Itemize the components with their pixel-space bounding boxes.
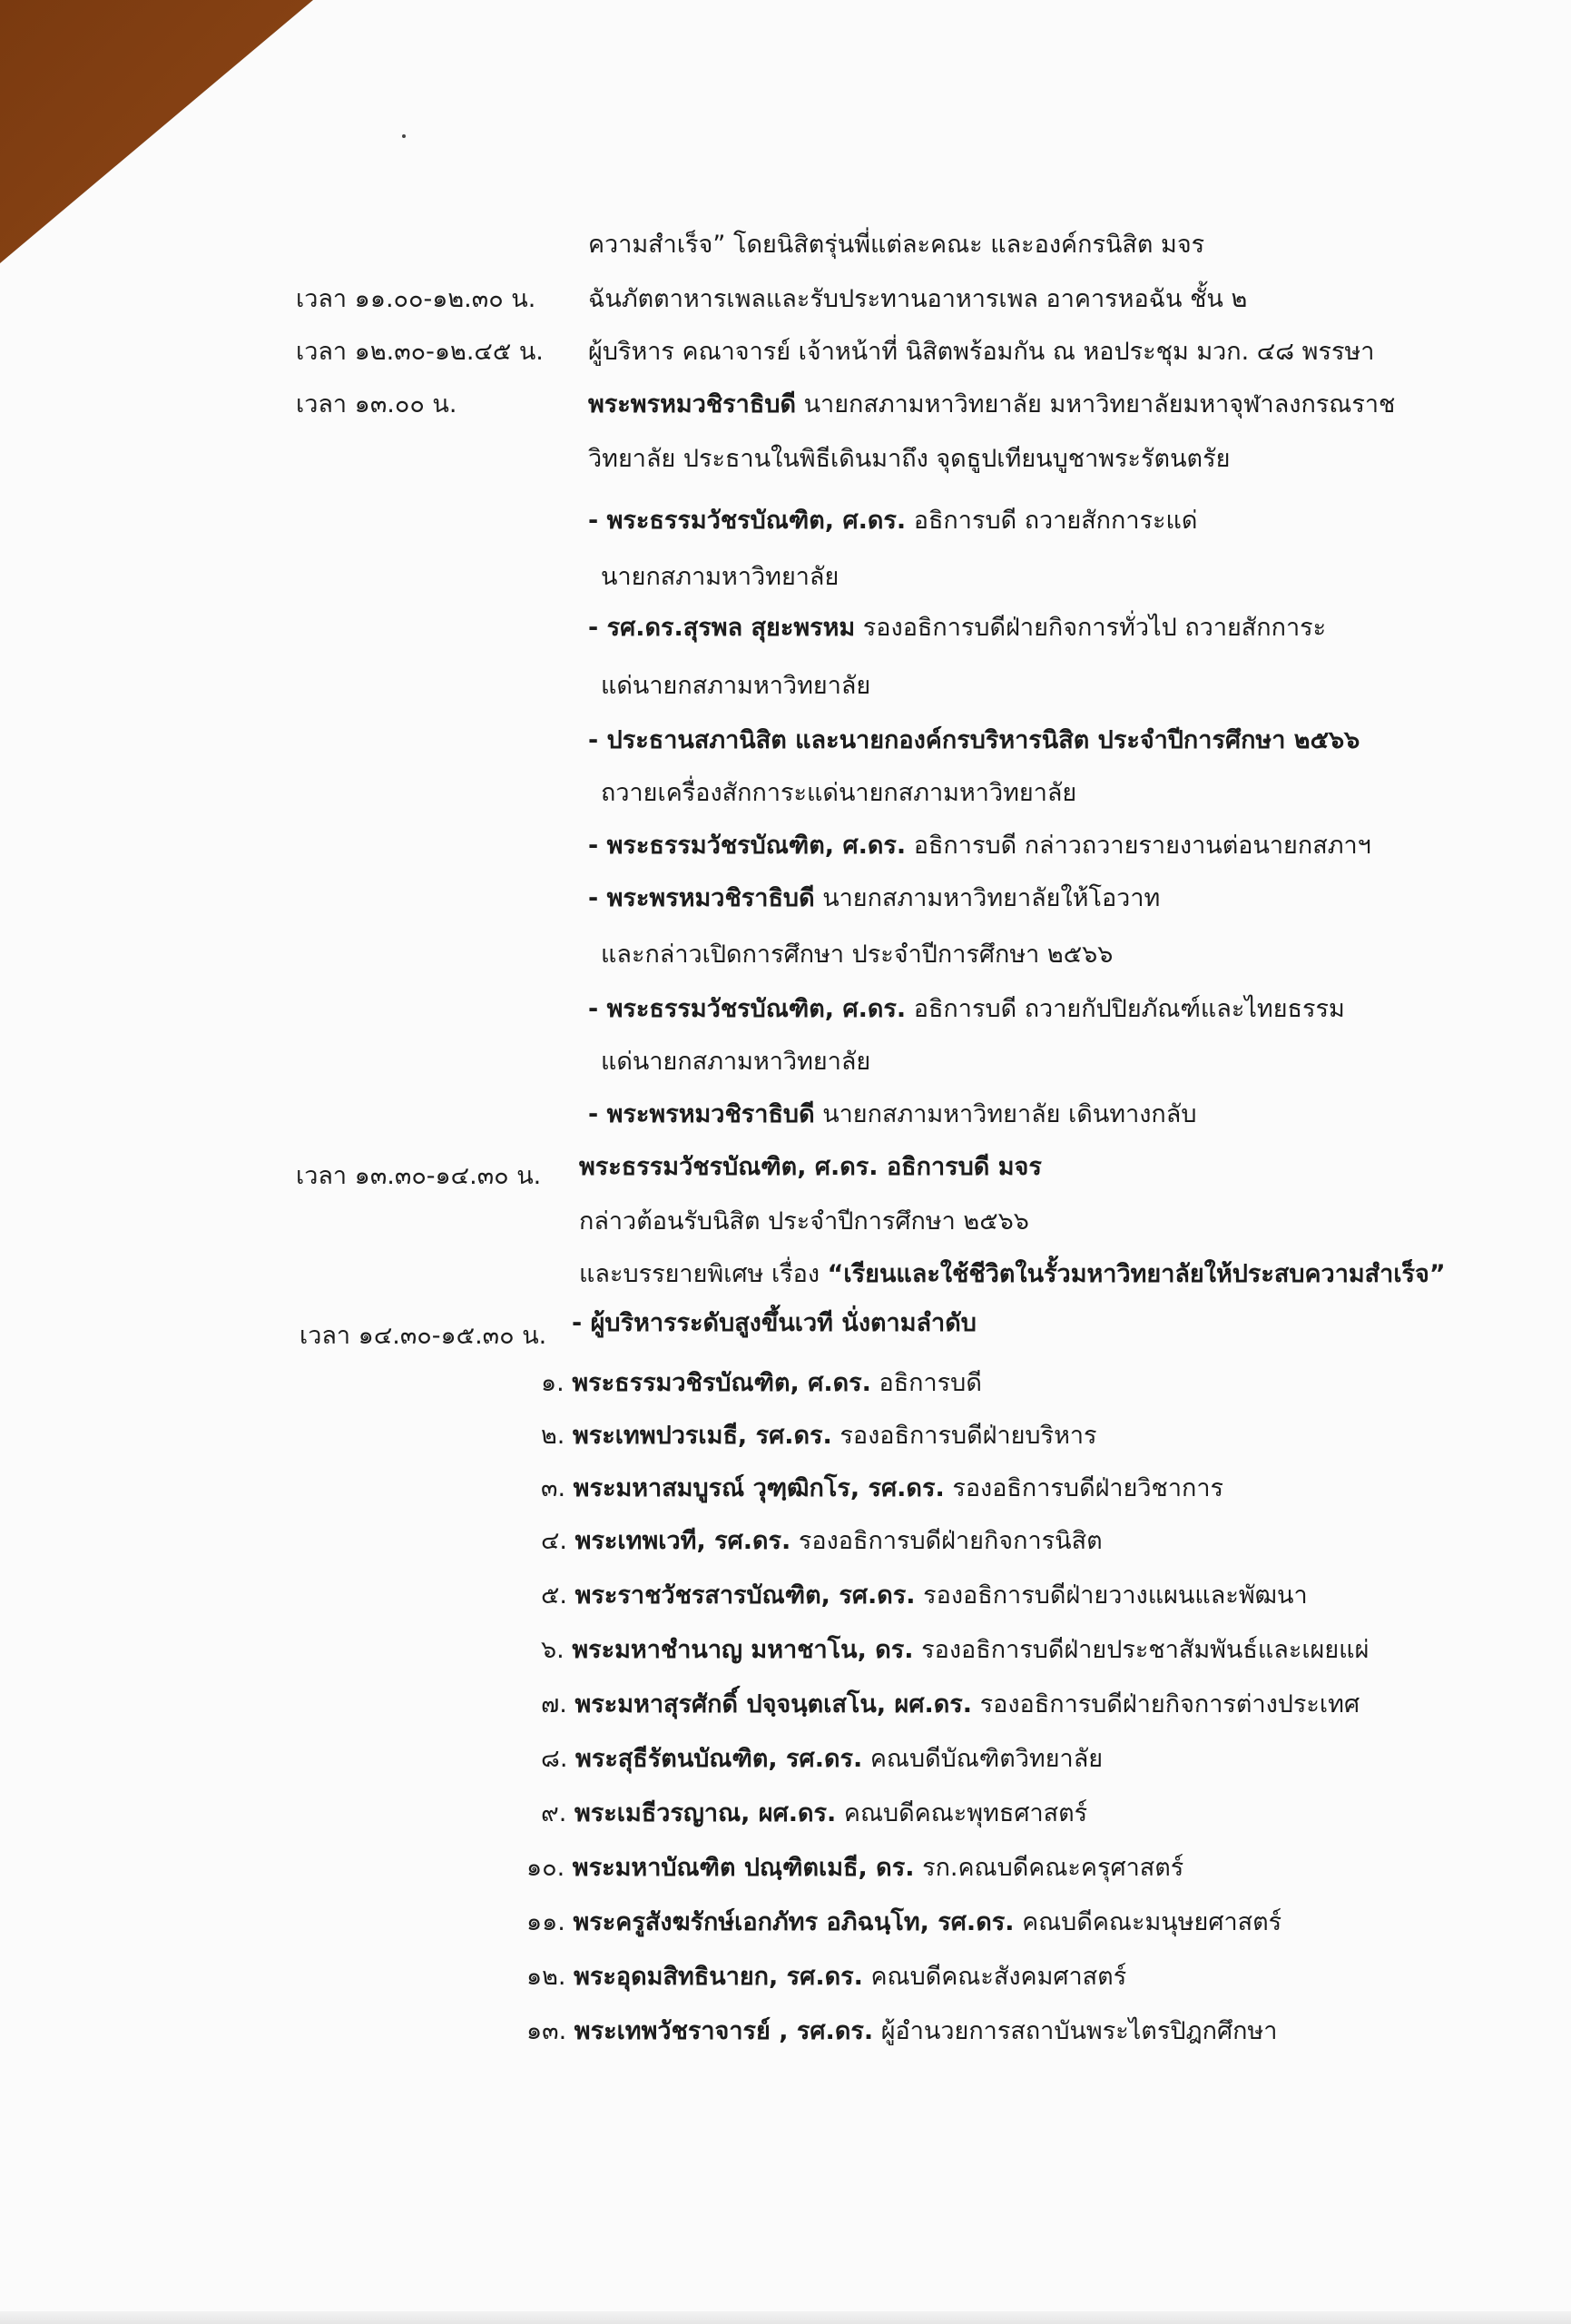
list-role: ผู้อำนวยการสถาบันพระไตรปิฎกศึกษา xyxy=(873,2017,1278,2045)
list-role: รองอธิการบดีฝ่ายกิจการต่างประเทศ xyxy=(972,1690,1360,1718)
sub-item-cont: ถวายเครื่องสักการะแด่นายกสภามหาวิทยาลัย xyxy=(601,779,1077,807)
sub-item-rest: นายกสภามหาวิทยาลัยให้โอวาท xyxy=(814,884,1161,912)
schedule-bold: - ผู้บริหารระดับสูงขึ้นเวที นั่งตามลำดับ xyxy=(572,1309,977,1337)
list-name: พระเทพเวที, รศ.ดร. xyxy=(574,1527,791,1555)
sub-item-cont: แด่นายกสภามหาวิทยาลัย xyxy=(601,672,871,700)
list-item xyxy=(541,1580,1308,1612)
list-item xyxy=(541,1797,1087,1830)
sub-item-rest: อธิการบดี กล่าวถวายรายงานต่อนายกสภาฯ xyxy=(906,832,1371,860)
list-item xyxy=(541,1367,982,1400)
list-item xyxy=(541,1689,1360,1721)
schedule-text-cont: กล่าวต้อนรับนิสิต ประจำปีการศึกษา ๒๕๖๖ xyxy=(579,1207,1029,1236)
list-role: รก.คณบดีคณะครุศาสตร์ xyxy=(914,1854,1184,1882)
list-item xyxy=(526,2015,1277,2048)
list-role: คณบดีคณะมนุษยศาสตร์ xyxy=(1014,1908,1282,1936)
list-number: ๘. xyxy=(541,1745,568,1773)
schedule-time: เวลา ๑๓.๐๐ น. xyxy=(296,390,457,419)
list-item xyxy=(541,1743,1103,1776)
list-number: ๑๐. xyxy=(526,1854,565,1882)
list-number: ๙. xyxy=(541,1799,567,1827)
list-item xyxy=(541,1525,1103,1558)
schedule-text xyxy=(579,1151,1042,1184)
continuation-text: ความสำเร็จ” โดยนิสิตรุ่นพี่แต่ละคณะ และองค์กรนิสิต มจร xyxy=(588,231,1205,259)
sub-item-cont: แด่นายกสภามหาวิทยาลัย xyxy=(601,1048,871,1076)
list-item xyxy=(526,1961,1126,1994)
sub-item-bold: - พระธรรมวัชรบัณฑิต, ศ.ดร. xyxy=(588,507,907,535)
list-name: พระมหาสุรศักดิ์ ปจฺจนฺตเสโน, ผศ.ดร. xyxy=(574,1690,973,1718)
sub-item-bold: - พระธรรมวัชรบัณฑิต, ศ.ดร. xyxy=(588,995,907,1023)
list-role: รองอธิการบดีฝ่ายกิจการนิสิต xyxy=(790,1527,1103,1555)
list-name: พระเทพวัชราจารย์ , รศ.ดร. xyxy=(574,2017,874,2045)
sub-item-bold: - พระธรรมวัชรบัณฑิต, ศ.ดร. xyxy=(588,832,907,860)
schedule-text xyxy=(588,389,1395,421)
list-name: พระมหาชำนาญ มหาชาโน, ดร. xyxy=(572,1636,914,1664)
sub-item xyxy=(588,882,1160,915)
list-number: ๖. xyxy=(541,1636,565,1664)
sub-item-rest: นายกสภามหาวิทยาลัย เดินทางกลับ xyxy=(814,1100,1197,1128)
speck-mark xyxy=(402,134,406,138)
list-number: ๒. xyxy=(541,1422,565,1450)
sub-item xyxy=(588,1098,1196,1131)
list-role: รองอธิการบดีฝ่ายวางแผนและพัฒนา xyxy=(915,1581,1308,1610)
schedule-rest: นายกสภามหาวิทยาลัย มหาวิทยาลัยมหาจุฬาลงกรณราช xyxy=(796,390,1396,419)
sub-item-bold: - พระพรหมวชิราธิบดี xyxy=(588,1100,815,1128)
list-role: คณบดีคณะสังคมศาสตร์ xyxy=(862,1963,1127,1991)
sub-item xyxy=(588,724,1360,757)
list-role: รองอธิการบดีฝ่ายบริหาร xyxy=(831,1422,1097,1450)
list-number: ๑๑. xyxy=(526,1908,565,1936)
sub-item xyxy=(588,612,1326,645)
list-item xyxy=(526,1906,1281,1939)
list-item xyxy=(541,1634,1369,1667)
list-name: พระครูสังฆรักษ์เอกภัทร อภิฉนฺโท, รศ.ดร. xyxy=(573,1908,1015,1936)
continuation-line xyxy=(588,229,1204,261)
schedule-time: เวลา ๑๒.๓๐-๑๒.๔๕ น. xyxy=(296,338,544,366)
sub-item-bold: - ประธานสภานิสิต และนายกองค์กรบริหารนิสิต ประจำปีการศึกษา ๒๕๖๖ xyxy=(588,726,1360,754)
list-role: รองอธิการบดีฝ่ายประชาสัมพันธ์และเผยแผ่ xyxy=(913,1636,1370,1664)
schedule-bold: พระพรหมวชิราธิบดี xyxy=(588,390,796,419)
lecture-title: “เรียนและใช้ชีวิตในรั้วมหาวิทยาลัยให้ประสบความสำเร็จ” xyxy=(827,1260,1446,1288)
list-number: ๑๓. xyxy=(526,2017,567,2045)
schedule-text: ฉันภัตตาหารเพลและรับประทานอาหารเพล อาคารหอฉัน ชั้น ๒ xyxy=(588,285,1248,313)
sub-item-cont: นายกสภามหาวิทยาลัย xyxy=(601,563,840,591)
list-number: ๕. xyxy=(541,1581,568,1610)
schedule-text: ผู้บริหาร คณาจารย์ เจ้าหน้าที่ นิสิตพร้อมกัน ณ หอประชุม มวก. ๔๘ พรรษา xyxy=(588,338,1375,366)
list-number: ๑. xyxy=(541,1369,565,1397)
list-name: พระเทพปวรเมธี, รศ.ดร. xyxy=(572,1422,832,1450)
list-role: คณบดีคณะพุทธศาสตร์ xyxy=(836,1799,1088,1827)
list-number: ๗. xyxy=(541,1690,567,1718)
list-role: คณบดีบัณฑิตวิทยาลัย xyxy=(862,1745,1104,1773)
sub-item-rest: รองอธิการบดีฝ่ายกิจการทั่วไป ถวายสักการะ xyxy=(855,614,1327,642)
list-number: ๔. xyxy=(541,1527,568,1555)
list-name: พระธรรมวชิรบัณฑิต, ศ.ดร. xyxy=(572,1369,871,1397)
schedule-text-cont: วิทยาลัย ประธานในพิธีเดินมาถึง จุดธูปเทียนบูชาพระรัตนตรัย xyxy=(588,445,1231,473)
sub-item xyxy=(588,993,1345,1026)
schedule-time: เวลา ๑๔.๓๐-๑๕.๓๐ น. xyxy=(299,1322,547,1350)
schedule-time: เวลา ๑๑.๐๐-๑๒.๓๐ น. xyxy=(296,285,536,313)
list-name: พระมหาสมบูรณ์ วุฑฺฒิกโร, รศ.ดร. xyxy=(573,1474,945,1502)
list-name: พระมหาบัณฑิต ปณฺฑิตเมธี, ดร. xyxy=(572,1854,915,1882)
schedule-bold: พระธรรมวัชรบัณฑิต, ศ.ดร. อธิการบดี มจร xyxy=(579,1153,1042,1181)
schedule-text-cont xyxy=(579,1258,1446,1291)
lecture-prefix: และบรรยายพิเศษ เรื่อง xyxy=(579,1260,828,1288)
sub-item-rest: อธิการบดี ถวายสักการะแด่ xyxy=(906,507,1198,535)
schedule-text xyxy=(572,1307,977,1340)
list-item xyxy=(541,1420,1097,1452)
list-item xyxy=(526,1852,1183,1885)
sub-item xyxy=(588,830,1371,862)
list-name: พระเมธีวรญาณ, ผศ.ดร. xyxy=(574,1799,837,1827)
sub-item-bold: - รศ.ดร.สุรพล สุยะพรหม xyxy=(588,614,856,642)
sub-item xyxy=(588,505,1197,537)
sub-item-bold: - พระพรหมวชิราธิบดี xyxy=(588,884,815,912)
sub-item-cont: และกล่าวเปิดการศึกษา ประจำปีการศึกษา ๒๕๖๖ xyxy=(601,940,1114,969)
list-name: พระอุดมสิทธินายก, รศ.ดร. xyxy=(574,1963,863,1991)
list-role: รองอธิการบดีฝ่ายวิชาการ xyxy=(944,1474,1224,1502)
sub-item-rest: อธิการบดี ถวายกัปปิยภัณฑ์และไทยธรรม xyxy=(906,995,1345,1023)
schedule-time: เวลา ๑๓.๓๐-๑๔.๓๐ น. xyxy=(296,1162,542,1190)
page-bottom-edge xyxy=(0,2311,1571,2324)
list-number: ๓. xyxy=(541,1474,566,1502)
list-name: พระราชวัชรสารบัณฑิต, รศ.ดร. xyxy=(574,1581,916,1610)
list-name: พระสุธีรัตนบัณฑิต, รศ.ดร. xyxy=(575,1745,863,1773)
list-number: ๑๒. xyxy=(526,1963,566,1991)
list-item xyxy=(541,1472,1223,1505)
list-role: อธิการบดี xyxy=(870,1369,982,1397)
